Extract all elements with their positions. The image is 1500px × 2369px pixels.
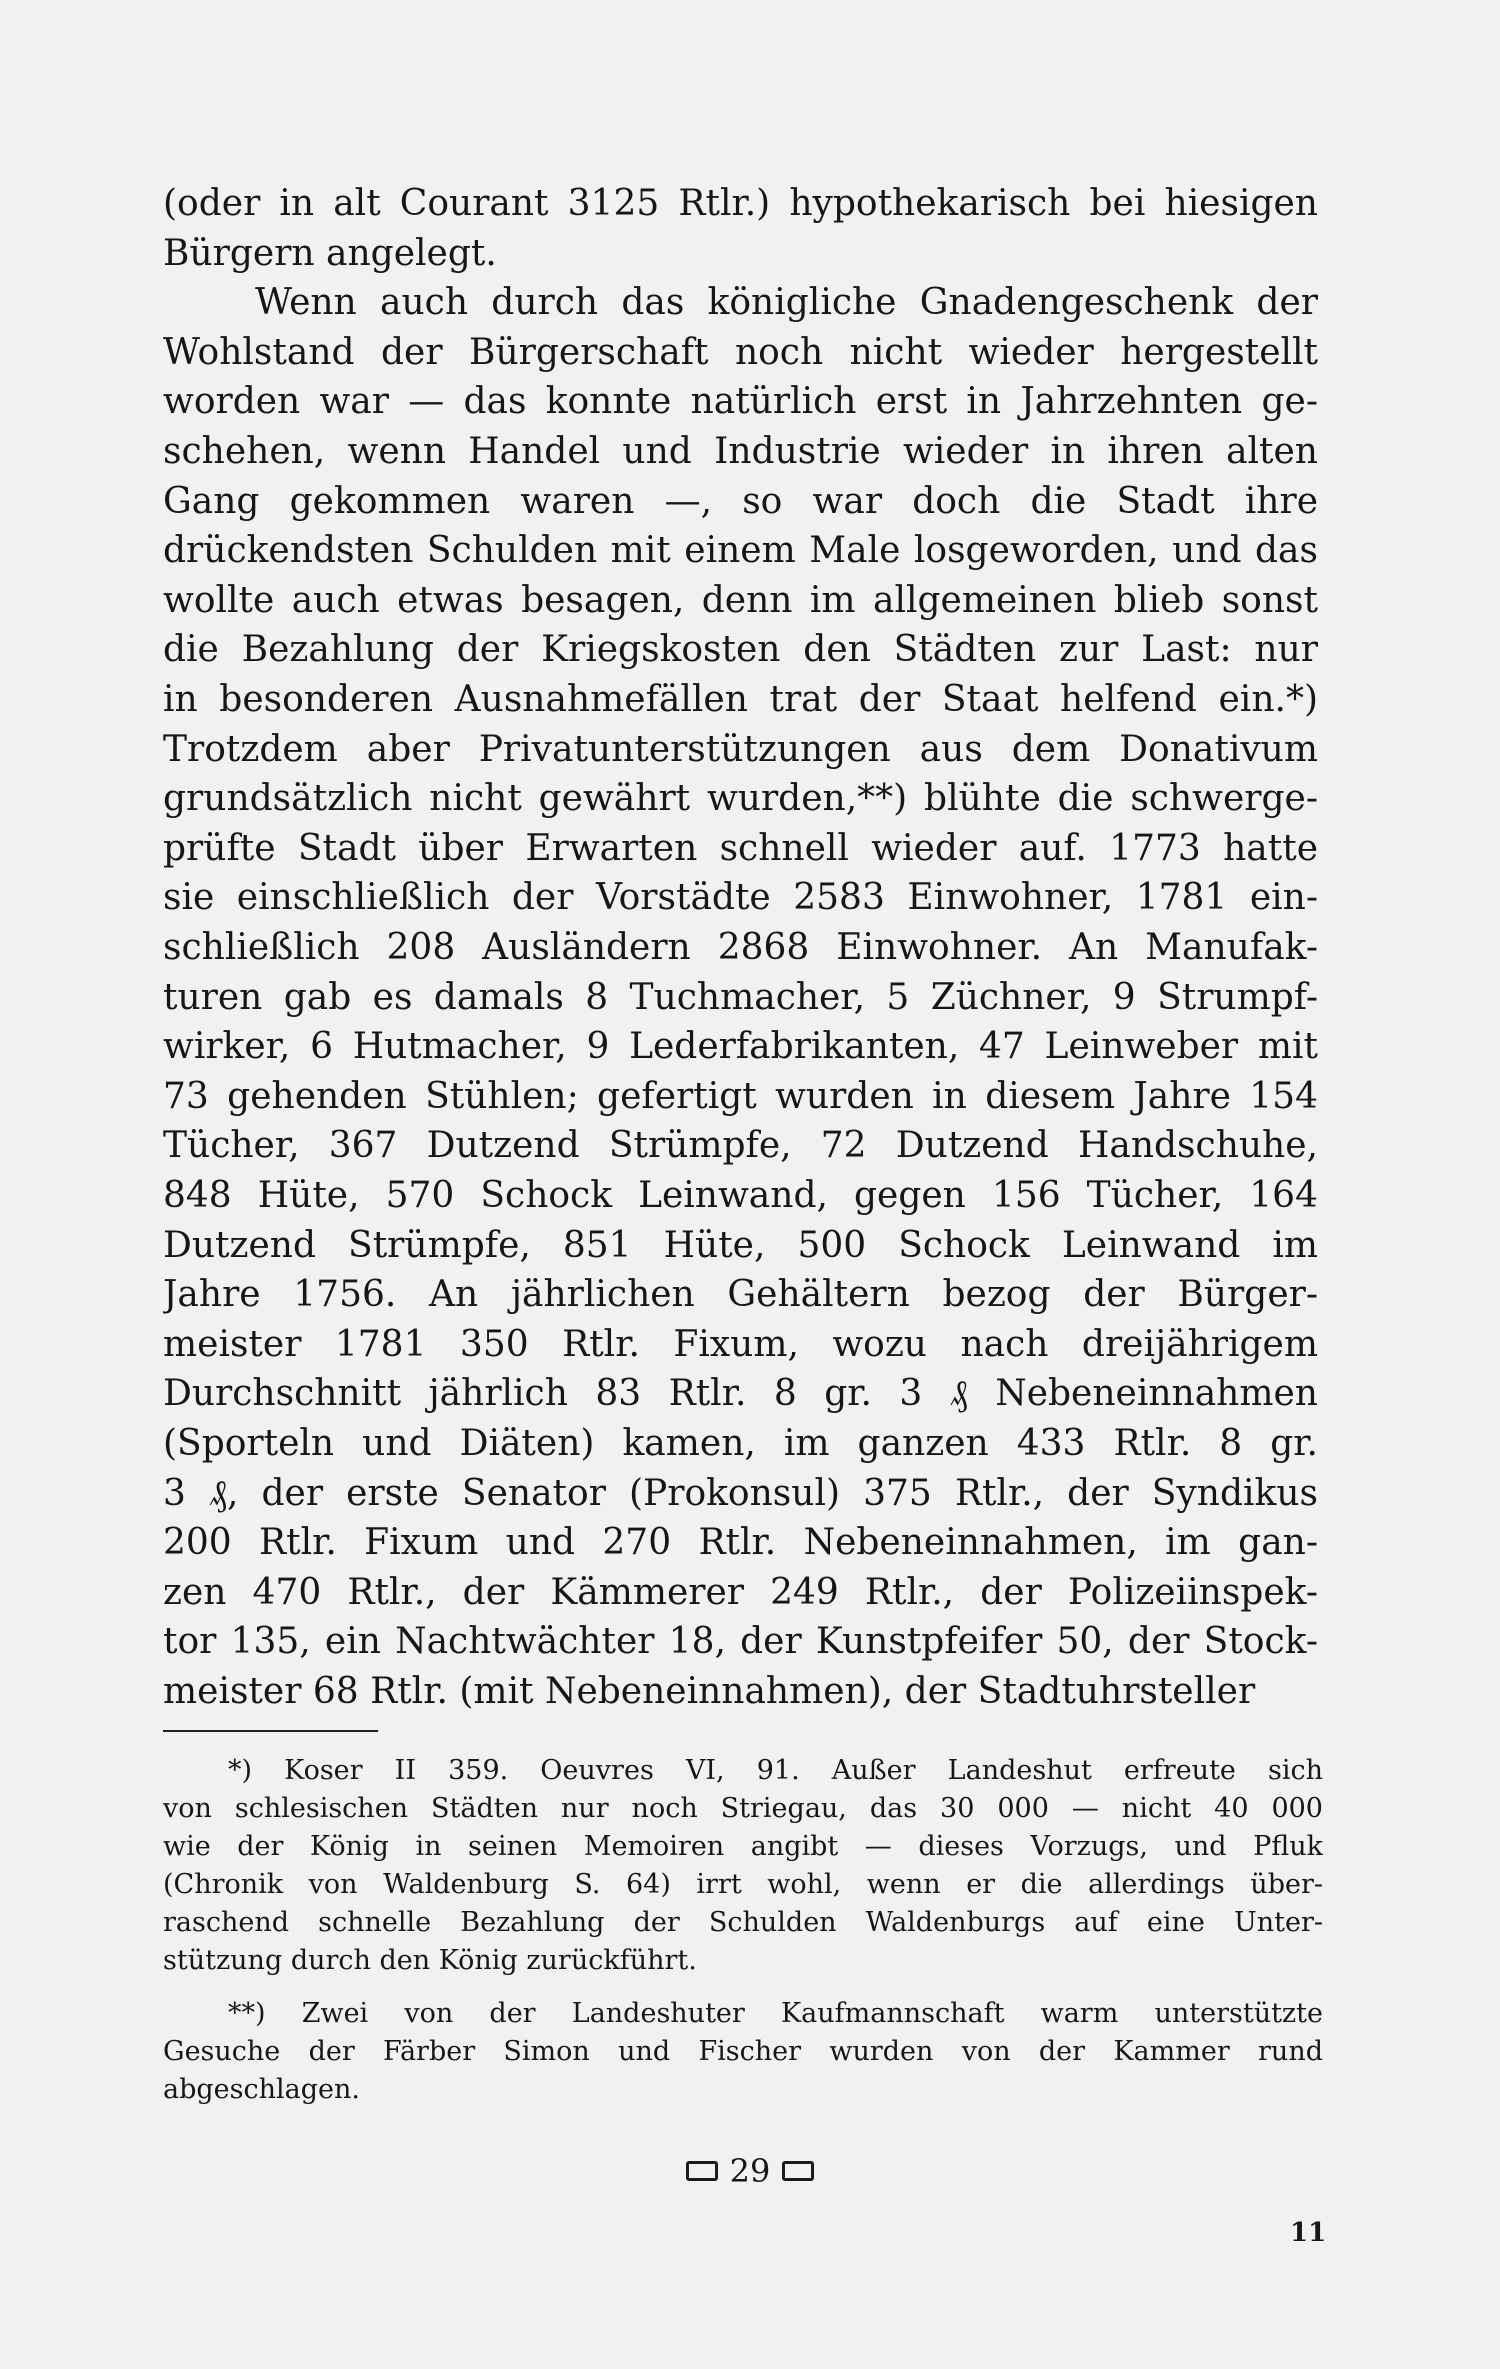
body-line: Gang gekommen waren —, so war doch die Stadt ihre <box>163 480 1318 522</box>
body-line: meister 1781 350 Rtlr. Fixum, wozu nach dreijährigem <box>163 1323 1318 1365</box>
body-line: Bürgern angelegt. <box>163 232 497 274</box>
body-line: grundsätzlich nicht gewährt wurden,**) blühte die schwerge- <box>163 778 1318 820</box>
body-line: schließlich 208 Ausländern 2868 Einwohner. An Manufak- <box>163 927 1318 968</box>
page-number: 29 <box>729 2152 771 2190</box>
footnote-rule <box>163 1730 378 1732</box>
footnote-line: (Chronik von Waldenburg S. 64) irrt wohl, wenn er die allerdings über- <box>163 1869 1323 1900</box>
footnote-line: stützung durch den König zurückführt. <box>163 1945 697 1976</box>
body-line: Wohlstand der Bürgerschaft noch nicht wieder hergestellt <box>163 331 1318 373</box>
body-line: prüfte Stadt über Erwarten schnell wieder auf. 1773 hatte <box>163 827 1318 869</box>
body-line: 200 Rtlr. Fixum und 270 Rtlr. Nebeneinnahmen, im gan- <box>163 1522 1318 1564</box>
footnote-line: wie der König in seinen Memoiren angibt — dieses Vorzugs, und Pfluk <box>163 1831 1323 1862</box>
body-line: schehen, wenn Handel und Industrie wieder in ihren alten <box>163 431 1318 472</box>
body-line: Trotzdem aber Privatunterstützungen aus dem Donativum <box>163 728 1318 770</box>
body-line: Durchschnitt jährlich 83 Rtlr. 8 gr. 3 ₰ Nebeneinnahmen <box>163 1373 1318 1415</box>
ornament-box-right <box>782 2161 814 2181</box>
body-line: worden war — das konnte natürlich erst in Jahrzehnten ge- <box>163 381 1318 423</box>
footnote-line: raschend schnelle Bezahlung der Schulden Waldenburgs auf eine Unter- <box>163 1907 1323 1938</box>
footnote-line: Gesuche der Färber Simon und Fischer wurden von der Kammer rund <box>163 2036 1323 2067</box>
body-line: Wenn auch durch das königliche Gnadengeschenk der <box>255 282 1318 324</box>
body-line: zen 470 Rtlr., der Kämmerer 249 Rtlr., der Polizeiinspek- <box>163 1571 1318 1613</box>
body-line: (Sporteln und Diäten) kamen, im ganzen 433 Rtlr. 8 gr. <box>163 1423 1318 1464</box>
body-line: tor 135, ein Nachtwächter 18, der Kunstpfeifer 50, der Stock- <box>163 1621 1318 1663</box>
body-line: drückendsten Schulden mit einem Male losgeworden, und das <box>163 530 1318 572</box>
body-line: Tücher, 367 Dutzend Strümpfe, 72 Dutzend Handschuhe, <box>163 1125 1318 1167</box>
body-line: turen gab es damals 8 Tuchmacher, 5 Züchner, 9 Strumpf- <box>163 976 1318 1018</box>
body-line: Jahre 1756. An jährlichen Gehältern bezog der Bürger- <box>163 1274 1318 1316</box>
signature-mark: 11 <box>1290 2218 1327 2248</box>
body-line: sie einschließlich der Vorstädte 2583 Einwohner, 1781 ein- <box>163 877 1318 919</box>
body-line: wollte auch etwas besagen, denn im allgemeinen blieb sonst <box>163 579 1318 621</box>
footnote-line: abgeschlagen. <box>163 2074 360 2105</box>
body-line: in besonderen Ausnahmefällen trat der Staat helfend ein.*) <box>163 679 1318 720</box>
body-line: Dutzend Strümpfe, 851 Hüte, 500 Schock Leinwand im <box>163 1224 1318 1266</box>
body-line: die Bezahlung der Kriegskosten den Städten zur Last: nur <box>163 629 1318 671</box>
page-number-block <box>0 2152 1500 2190</box>
ornament-box-left <box>686 2161 718 2181</box>
body-line: (oder in alt Courant 3125 Rtlr.) hypothekarisch bei hiesigen <box>163 183 1318 224</box>
body-line: 848 Hüte, 570 Schock Leinwand, gegen 156 Tücher, 164 <box>163 1175 1318 1216</box>
footnote-line: **) Zwei von der Landeshuter Kaufmannschaft warm unterstützte <box>228 1998 1323 2029</box>
footnote-line: von schlesischen Städten nur noch Striegau, das 30 000 — nicht 40 000 <box>163 1793 1323 1824</box>
body-line: 3 ₰, der erste Senator (Prokonsul) 375 Rtlr., der Syndikus <box>163 1472 1318 1514</box>
body-line: meister 68 Rtlr. (mit Nebeneinnahmen), der Stadtuhrsteller <box>163 1671 1256 1712</box>
body-line: wirker, 6 Hutmacher, 9 Lederfabrikanten, 47 Leinweber mit <box>163 1026 1318 1068</box>
footnote-line: *) Koser II 359. Oeuvres VI, 91. Außer Landeshut erfreute sich <box>228 1755 1323 1786</box>
body-line: 73 gehenden Stühlen; gefertigt wurden in diesem Jahre 154 <box>163 1075 1318 1117</box>
